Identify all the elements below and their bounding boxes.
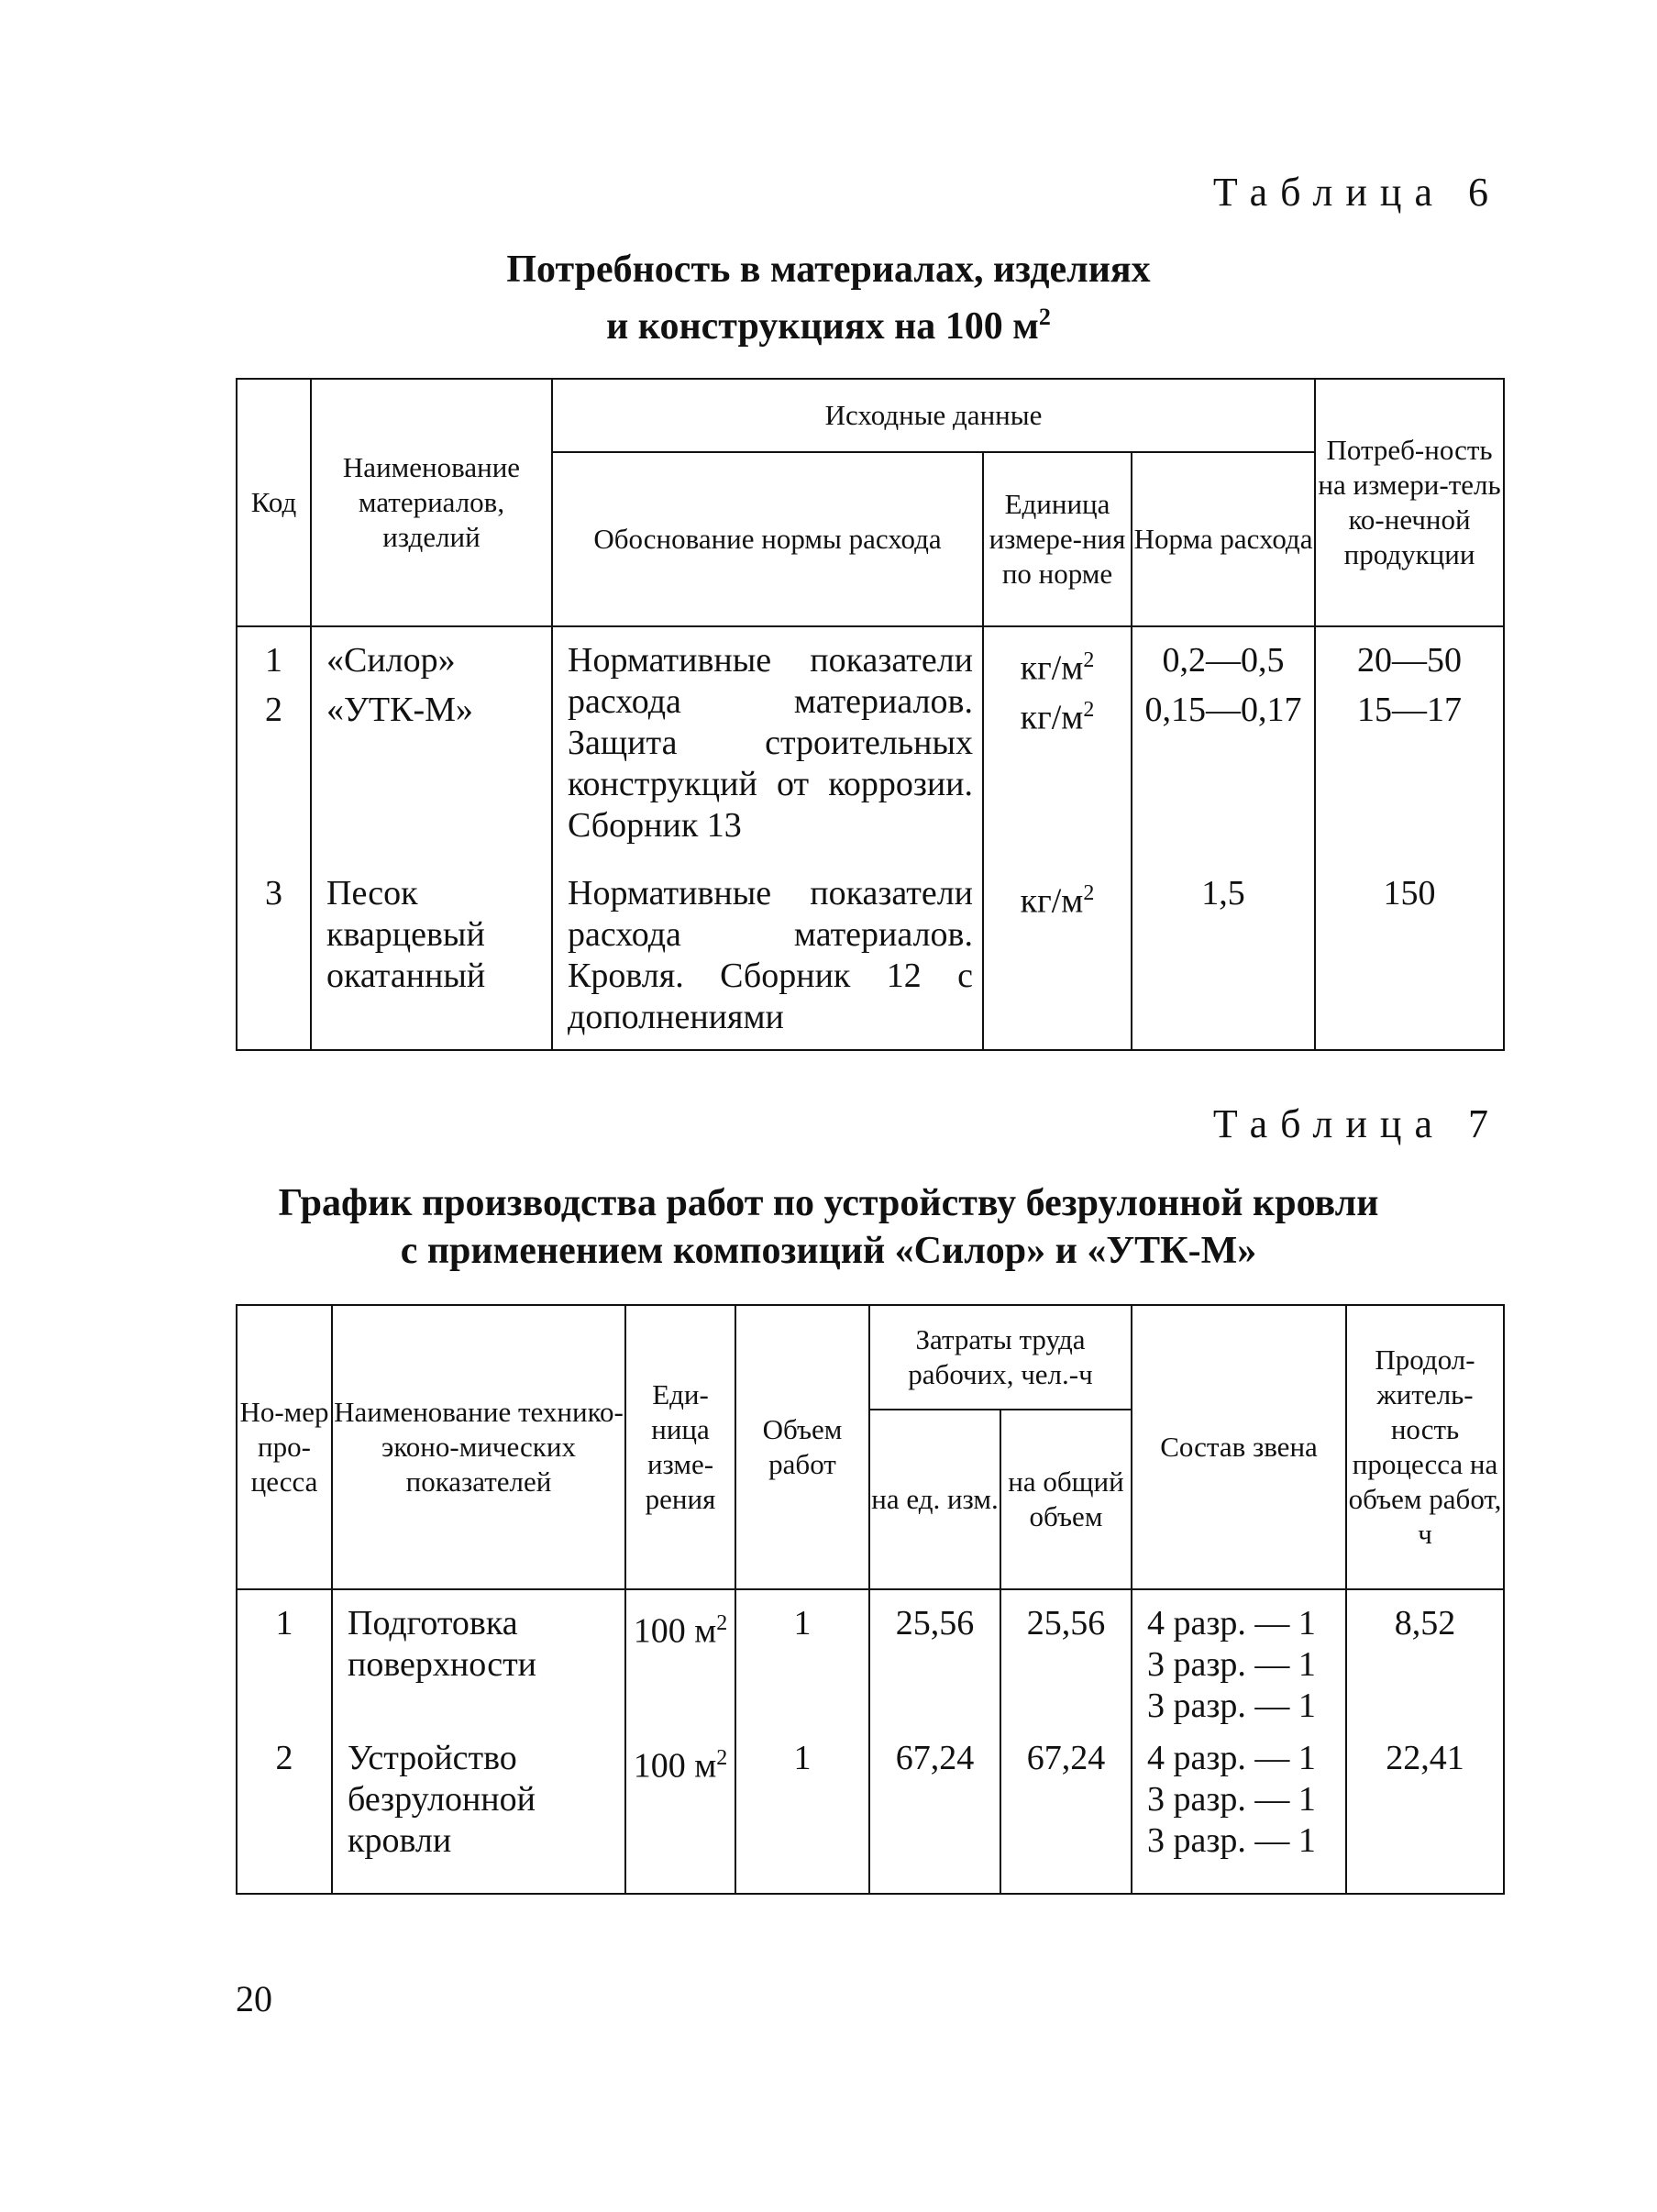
t6-unit: $кг/м^2$ (983, 690, 1132, 873)
table7 (236, 1304, 1505, 1895)
t7-unit: 100 $м^2$ (625, 1589, 735, 1738)
t6-header-name: Наименование материалов, изделий (311, 379, 552, 626)
t7-volume: 1 (735, 1738, 869, 1894)
t6-name: «Силор» (311, 626, 552, 690)
t7-total: 25,56 (1000, 1589, 1132, 1738)
table6-label: Таблица 6 (1212, 170, 1501, 215)
table6 (236, 378, 1505, 1051)
t7-crew: 4 разр. — 1 3 разр. — 1 3 разр. — 1 (1132, 1738, 1346, 1894)
t6-code: 3 (237, 873, 311, 1050)
t7-header-crew: Состав звена (1132, 1305, 1346, 1589)
t7-unit: 100 $м^2$ (625, 1738, 735, 1894)
t6-basis: Нормативные показатели расхода материалов. Кровля. Сборник 12 с дополнениями (552, 873, 983, 1050)
t6-header-basis: Обоснование нормы расхода (552, 452, 983, 626)
t7-num: 2 (237, 1738, 332, 1894)
t6-header-source: Исходные данные (552, 379, 1315, 452)
table-row (237, 1738, 1504, 1894)
t7-num: 1 (237, 1589, 332, 1738)
t7-volume: 1 (735, 1589, 869, 1738)
t7-header-per-unit: на ед. изм. (869, 1410, 1000, 1589)
t7-duration: 8,52 (1346, 1589, 1504, 1738)
t6-need: 15—17 (1315, 690, 1504, 873)
page-number: 20 (236, 1978, 272, 2019)
t7-per-unit: 67,24 (869, 1738, 1000, 1894)
t7-header-volume: Объем работ (735, 1305, 869, 1589)
t7-per-unit: 25,56 (869, 1589, 1000, 1738)
t6-need: 20—50 (1315, 626, 1504, 690)
t6-header-norm: Норма расхода (1132, 452, 1315, 626)
table-row (237, 626, 1504, 690)
t6-name: «УТК-М» (311, 690, 552, 873)
t6-header-unit: Единица измере-ния по норме (983, 452, 1132, 626)
table7-title: График производства работ по устройству безрулонной кровли с применением композиций «Силор» и «УТК-М» (278, 1182, 1379, 1272)
t7-header-unit: Еди-ница изме-рения (625, 1305, 735, 1589)
t7-header-num: Но-мер про-цесса (237, 1305, 332, 1589)
table-row (237, 873, 1504, 1050)
t7-duration: 22,41 (1346, 1738, 1504, 1894)
t6-norm: 1,5 (1132, 873, 1315, 1050)
t6-basis: Нормативные показатели расхода материалов. Защита строительных конструкций от коррозии. Сборник 13 (552, 626, 983, 873)
t6-norm: 0,15—0,17 (1132, 690, 1315, 873)
table7-label: Таблица 7 (1212, 1101, 1501, 1146)
t6-code: 2 (237, 690, 311, 873)
t6-unit: $кг/м^2$ (983, 873, 1132, 1050)
table6-title: Потребность в материалах, изделиях и конструкциях на 100 $м^2$ (506, 249, 1151, 348)
t7-header-duration: Продол-житель-ность процесса на объем работ, ч (1346, 1305, 1504, 1589)
t6-need: 150 (1315, 873, 1504, 1050)
t6-unit: $кг/м^2$ (983, 626, 1132, 690)
t7-name: Устройство безрулонной кровли (332, 1738, 625, 1894)
table-row (237, 1589, 1504, 1738)
t6-header-need: Потреб-ность на измери-тель ко-нечной продукции (1315, 379, 1504, 626)
t7-name: Подготовка поверхности (332, 1589, 625, 1738)
t7-header-total: на общий объем (1000, 1410, 1132, 1589)
t7-crew: 4 разр. — 1 3 разр. — 1 3 разр. — 1 (1132, 1589, 1346, 1738)
t7-total: 67,24 (1000, 1738, 1132, 1894)
t6-name: Песок кварцевый окатанный (311, 873, 552, 1050)
t6-header-code: Код (237, 379, 311, 626)
t7-header-labor: Затраты труда рабочих, чел.-ч (869, 1305, 1132, 1410)
t6-code: 1 (237, 626, 311, 690)
t7-header-name: Наименование технико-эконо-мических показателей (332, 1305, 625, 1589)
t6-norm: 0,2—0,5 (1132, 626, 1315, 690)
